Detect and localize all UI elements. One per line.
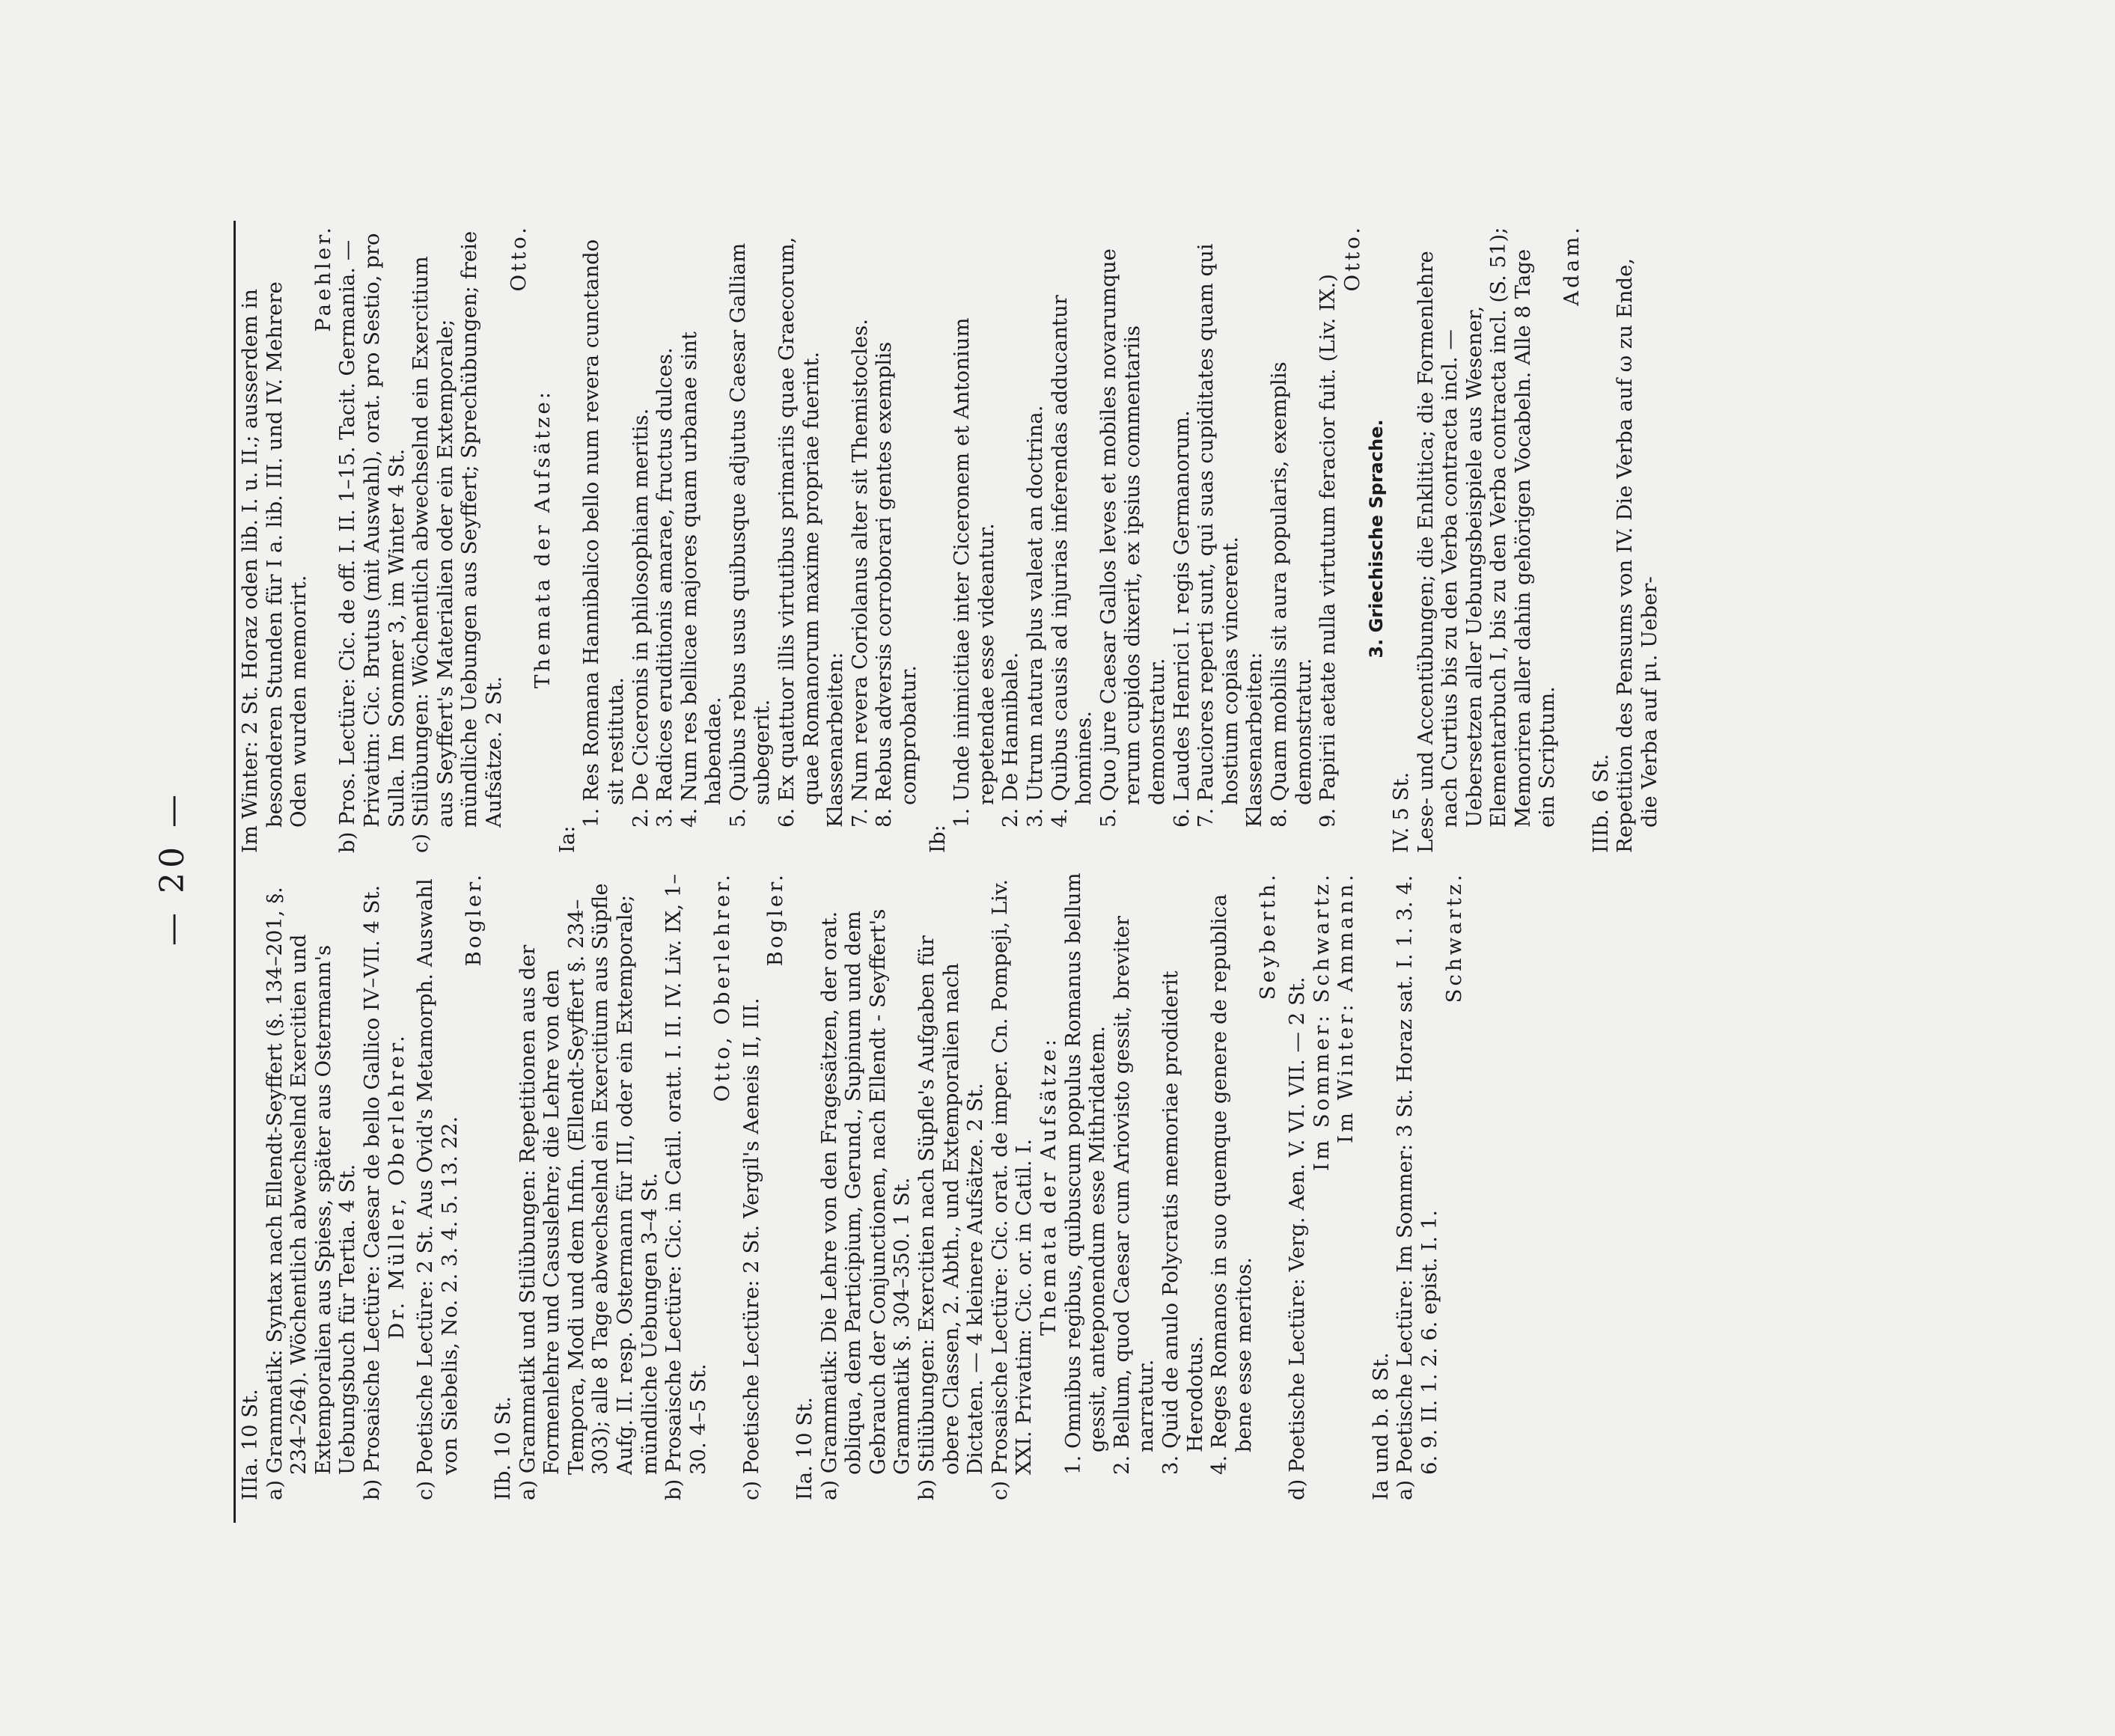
theme-item: 2. De Hannibale. [998, 652, 1023, 828]
signature: Seyberth. [1256, 872, 1281, 1000]
signature: Bogler. [763, 872, 788, 967]
paragraph-iia-a: a) Grammatik: Die Lehre von den Fragesätzen, der orat. obliqua, dem Participium, Gerund., Supinum und dem Gebrauch der Conjunctionen, nach Ellendt - Seyffert's Grammatik §. 304–350. 1 St. [817, 908, 915, 1500]
theme-item: 4. Quibus causis ad injurias inferendas adducantur homines. [1047, 295, 1096, 828]
klassenarbeiten-label: Klassenarbeiten: [823, 652, 848, 828]
paragraph-iv: Lese- und Accentübungen; die Enklitica; die Formenlehre nach Curtius bis zu den Verba contracta incl. — Uebersetzen aller Uebungsbeispiele aus Wesener, Elementarbuch I, bis zu den Verba contracta incl. (S. 51); Memoriren aller dahin gehörigen Vocabeln. Alle 8 Tage ein Scriptum. [1413, 227, 1560, 853]
signature: Bogler. [462, 872, 486, 967]
page-number: — 20 — [153, 790, 192, 946]
signature: Schwartz. [1441, 872, 1466, 1003]
section-heading-iia: IIa. 10 St. [793, 1397, 817, 1500]
section-title-greek: 3. Griechische Sprache. [1366, 419, 1388, 658]
paragraph-iiia-c: c) Poetische Lectüre: 2 St. Aus Ovid's Metamorph. Auswahl von Siebelis, No. 2. 3. 4. 5. 13. 22. [413, 878, 462, 1500]
theme-item: 2. Bellum, quod Caesar cum Ariovisto gessit, breviter narratur. [1109, 916, 1159, 1475]
paragraph-iiia-b: b) Prosaische Lectüre: Caesar de bello Gallico IV–VII. 4 St. [359, 884, 384, 1500]
paragraph-iiia-a: a) Grammatik: Syntax nach Ellendt-Seyffert (§. 134–201, §. 234–264). Wöchentlich abwechselnd Exercitien und Extemporalien aus Spiess, später aus Ostermann's Uebungsbuch für Tertia. 4 St. [262, 887, 360, 1500]
theme-item: 3. Radices eruditionis amarae, fructus dulces. [653, 347, 677, 828]
paragraph-iib-a: a) Grammatik und Stilübungen: Repetitionen aus der Formenlehre und Casuslehre; die Lehre von den Tempora, Modi und dem Infin. (Ellendt-Seyffert §. 234–303); alle 8 Tage abwechselnd ein Exercitium aus Süpfle Aufg. II. resp. Ostermann für III, oder ein Extemporale; mündliche Uebungen 3–4 St. [515, 883, 662, 1500]
theme-item: 4. Num res bellicae majores quam urbanae sint habendae. [677, 331, 726, 828]
theme-item: 5. Quibus rebus usus quibusque adjutus Caesar Galliam subegerit. [725, 242, 775, 828]
theme-item: 5. Quo jure Caesar Gallos leves et mobiles novarumque rerum cupidos dixerit, ex ipsius commentariis demonstratur. [1096, 248, 1169, 828]
paragraph-iia-b: b) Stilübungen: Exercitien nach Süpfle's Aufgaben für obere Classen, 2. Abth., und Extemporalien nach Dictaten. — 4 kleinere Aufsätze. 2 St. [915, 935, 988, 1500]
paragraph-iiib: Repetition des Pensums von IV. Die Verba auf ω zu Ende, die Verba auf μι. Ueber- [1613, 257, 1661, 853]
spacer [1358, 872, 1369, 1500]
section-heading-iv: IV. 5 St. [1388, 771, 1413, 853]
signature: Im Sommer: Schwartz. [1309, 872, 1334, 1171]
paragraph-iib-c: c) Poetische Lectüre: 2 St. Vergil's Aeneis II, III. [739, 997, 763, 1500]
theme-item: 1. Res Romana Hannibalico bello num revera cunctando sit restituta. [579, 239, 628, 828]
paragraph-iia-c: c) Prosaische Lectüre: Cic. orat. de imper. Cn. Pompeji, Liv. XXI. Privatim: Cic. or. in Catil. I. [987, 878, 1037, 1500]
section-heading-iiib: IIIb. 6 St. [1588, 754, 1613, 853]
themata-heading: Themata der Aufsätze: [1037, 1036, 1060, 1336]
signature: Otto, Oberlehrer. [710, 872, 735, 1102]
theme-item: 9. Papirii aetate nulla virtutum feracior fuit. (Liv. IX.) [1316, 274, 1340, 828]
paragraph-b: b) Pros. Lectüre: Cic. de off. I. II. 1–15. Tacit. Germania. — Privatim: Cic. Brutus (mit Auswahl), orat. pro Sestio, pro Sulla. Im Sommer 3, im Winter 4 St. [335, 233, 409, 853]
class-label-ia: Ia: [555, 825, 579, 853]
signature: Paehler. [311, 224, 335, 332]
signature: Im Winter: Ammann. [1334, 872, 1358, 1144]
paragraph-c: c) Stilübungen: Wöchentlich abwechselnd ein Exercitium aus Seyffert's Materialien oder ein Extemporale; mündliche Uebungen aus Seyffert; Sprechübungen; freie Aufsätze. 2 St. [409, 230, 506, 853]
paragraph-iab-a: a) Poetische Lectüre: Im Sommer: 3 St. Horaz sat. I. 1. 3. 4. 6. 9. II. 1. 2. 6. epist. I. 1. [1393, 875, 1441, 1500]
theme-item: 8. Quam mobilis sit aura popularis, exemplis demonstratur. [1266, 361, 1316, 828]
themata-heading: Themata der Aufsätze: [531, 388, 555, 689]
right-column [238, 224, 1661, 853]
section-heading-iib: IIb. 10 St. [490, 1396, 515, 1500]
paragraph-iia-d: d) Poetische Lectüre: Verg. Aen. V. VI. VII. — 2 St. [1284, 977, 1309, 1500]
signature: Adam. [1560, 224, 1584, 306]
theme-item: 1. Omnibus regibus, quibuscum populus Romanus bellum gessit, anteponendum esse Mithridatem. [1060, 872, 1110, 1475]
paragraph-winter: Im Winter: 2 St. Horaz oden lib. I. u. II.; ausserdem in besonderen Stunden für I a. lib. III. und IV. Mehrere Oden wurden memorirt. [238, 281, 311, 853]
theme-item: 8. Rebus adversis corroborari gentes exemplis comprobatur. [872, 341, 921, 828]
theme-item: 1. Unde inimicitiae inter Ciceronem et Antonium repetendae esse videantur. [950, 317, 998, 828]
paragraph-iib-b: b) Prosaische Lectüre: Cic. in Catil. oratt. I. II. IV. Liv. IX, 1–30. 4–5 St. [662, 873, 710, 1500]
klassenarbeiten-label: Klassenarbeiten: [1242, 652, 1267, 828]
theme-item: 2. De Ciceronis in philosophiam meritis. [628, 408, 653, 828]
signature: Otto. [506, 224, 531, 292]
theme-item: 7. Num revera Coriolanus alter sit Themistocles. [847, 319, 872, 828]
signature: Otto. [1340, 224, 1364, 292]
signature: Dr. Müller, Oberlehrer. [384, 1033, 409, 1339]
section-heading-iiia: IIIa. 10 St. [238, 1389, 262, 1500]
class-label-ib: Ib: [925, 825, 950, 853]
left-column [238, 872, 1466, 1500]
section-heading-iab: Ia und b. 8 St. [1368, 1352, 1393, 1500]
theme-item: 6. Ex quattuor illis virtutibus primariis quae Graecorum, quae Romanorum maxime propriae fuerint. [775, 236, 823, 828]
theme-item: 6. Laudes Henrici I. regis Germanorum. [1169, 410, 1194, 828]
theme-item: 7. Pauciores reperti sunt, qui suas cupiditates quam qui hostium copias vincerent. [1194, 243, 1242, 828]
theme-item: 4. Reges Romanos in suo quemque genere de republica bene esse meritos. [1207, 893, 1256, 1475]
theme-item: 3. Quid de anulo Polycratis memoriae prodiderit Herodotus. [1158, 971, 1207, 1475]
theme-item: 3. Utrum natura plus valeat an doctrina. [1023, 405, 1047, 828]
header-rule [234, 221, 236, 1523]
